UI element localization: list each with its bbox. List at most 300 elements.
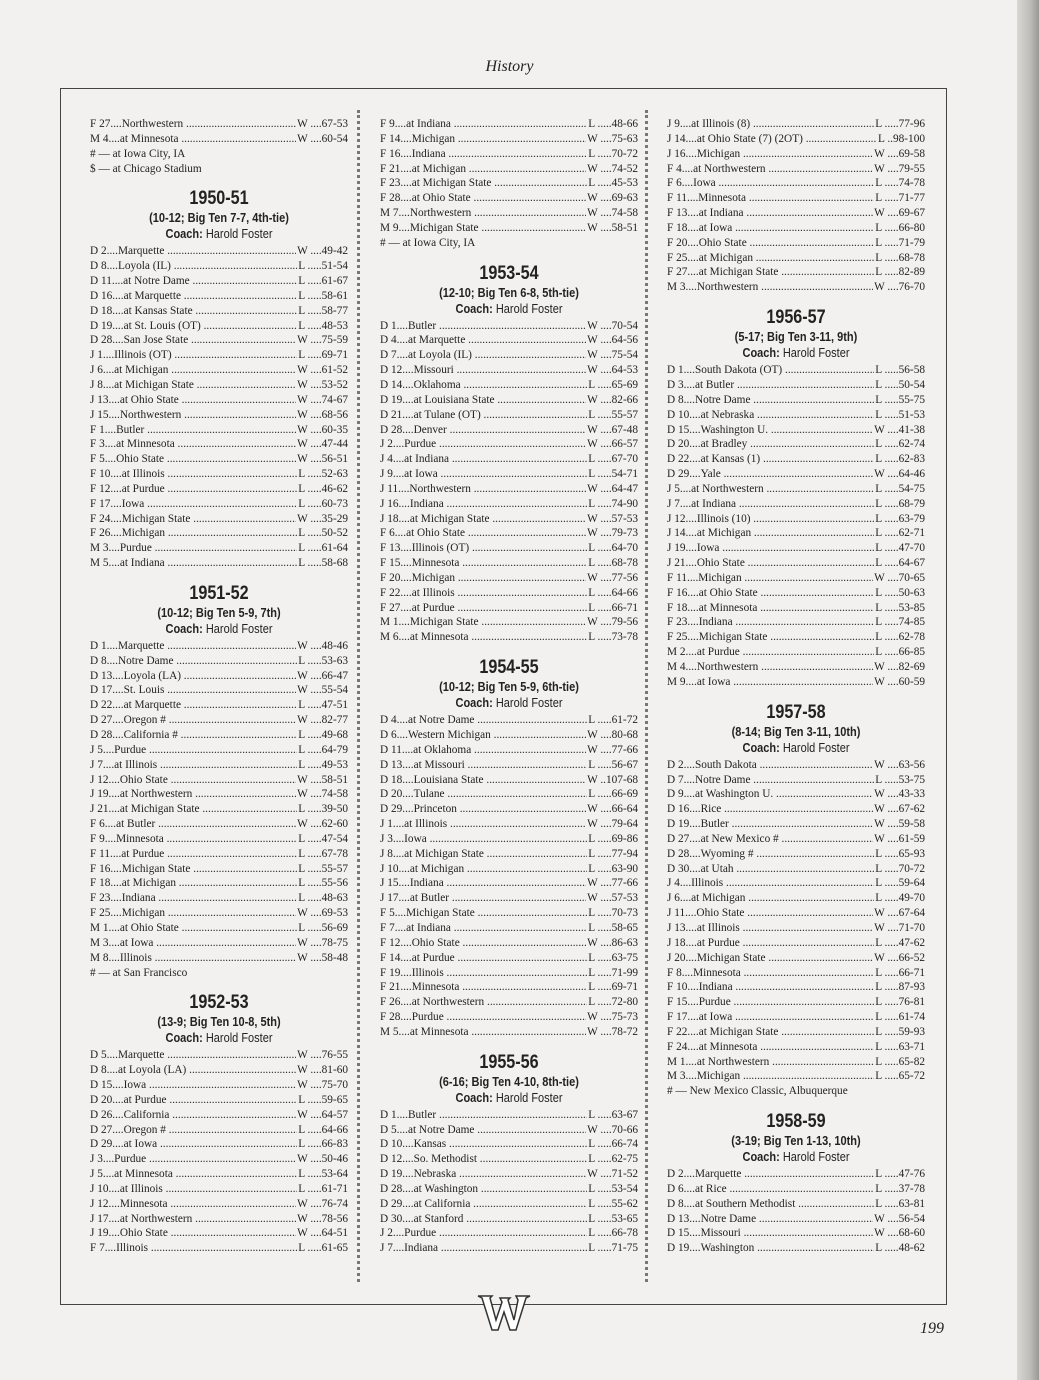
game-result: L .....56-69 — [298, 921, 348, 934]
game-opponent: at Michigan — [411, 162, 466, 175]
game-row — [380, 467, 638, 482]
game-result: L .....72-80 — [588, 996, 638, 1009]
game-result: L .....53-54 — [588, 1182, 638, 1195]
game-row — [90, 1093, 348, 1108]
game-result: L .....69-71 — [298, 349, 348, 362]
game-result: W ....70-54 — [587, 319, 638, 332]
game-date-opponent: J 3....Iowa ..... — [380, 832, 587, 847]
game-opponent: Northwestern — [121, 118, 184, 130]
game-date: D 8 — [90, 1064, 107, 1077]
game-date-opponent: D 14....Oklahoma ..... — [380, 378, 587, 393]
game-opponent: Michigan State — [121, 862, 191, 875]
game-row — [90, 289, 348, 304]
game-date: F 6 — [380, 527, 395, 540]
game-date-opponent: J 14....at Michigan ..... — [667, 526, 874, 541]
game-date-opponent: D 6....at Rice ..... — [667, 1182, 874, 1197]
game-opponent: Illinois — [411, 966, 444, 979]
game-row — [667, 147, 925, 162]
book-binding-edge — [1017, 0, 1039, 1380]
game-row — [667, 660, 925, 675]
game-result: L .....71-77 — [875, 192, 925, 205]
game-date: F 13 — [667, 207, 688, 220]
game-date: D 8 — [90, 260, 107, 273]
season-title: 1957-58 — [766, 701, 826, 723]
game-result: L .....65-72 — [875, 1070, 925, 1083]
game-date: J 6 — [667, 892, 680, 905]
game-opponent: at Northwestern — [411, 996, 485, 1009]
game-date-opponent: D 20....Tulane ..... — [380, 787, 587, 802]
game-result: L .....58-68 — [298, 557, 348, 570]
game-result: W ....56-51 — [297, 453, 348, 466]
game-date: D 27 — [667, 832, 690, 845]
game-result: W ....58-51 — [587, 221, 638, 234]
game-opponent: at Indiana — [406, 118, 451, 130]
game-date: M 3 — [90, 542, 109, 555]
game-date-opponent: F 3....at Minnesota ..... — [90, 437, 296, 452]
game-opponent: Loyola (LA) — [123, 669, 181, 682]
game-result: L .....50-52 — [298, 527, 348, 540]
game-result: L .....74-85 — [875, 616, 925, 629]
game-opponent: at Purdue — [121, 482, 165, 495]
game-date: D 5 — [90, 1049, 107, 1062]
game-date-opponent: M 3....Purdue ..... — [90, 541, 297, 556]
game-date: J 5 — [667, 482, 680, 495]
game-date: F 27 — [90, 118, 111, 130]
game-date-opponent: J 2....Purdue ..... — [380, 1226, 587, 1241]
season-header — [380, 1052, 638, 1106]
game-date-opponent: D 8....at Southern Methodist ..... — [667, 1197, 874, 1212]
game-date-opponent: D 1....Butler ..... — [380, 1108, 587, 1123]
game-date: J 7 — [90, 758, 103, 771]
game-date: J 4 — [380, 453, 393, 466]
game-date-opponent: F 23....Indiana ..... — [90, 891, 297, 906]
game-date-opponent: J 14....at Ohio State (7) (2OT) ..... — [667, 132, 877, 147]
game-result: L .....61-64 — [298, 542, 348, 555]
game-date-opponent: M 9....Michigan State ..... — [380, 221, 586, 236]
game-opponent: Kansas — [413, 1138, 447, 1151]
game-opponent: at Ohio State — [411, 192, 471, 205]
game-date-opponent: J 16....Indiana ..... — [380, 497, 587, 512]
game-date-opponent: D 1....Marquette ..... — [90, 639, 296, 654]
game-row — [667, 921, 925, 936]
game-date: D 2 — [90, 245, 107, 258]
game-row — [667, 251, 925, 266]
game-opponent: at Marquette — [123, 699, 181, 712]
game-row — [380, 601, 638, 616]
game-opponent: Indiana — [411, 147, 446, 160]
game-result: L .....68-78 — [588, 557, 638, 570]
game-result: W ....76-70 — [874, 281, 925, 294]
game-result: L .....60-73 — [298, 497, 348, 510]
game-row — [90, 876, 348, 891]
game-date-opponent: D 27....Oregon # ..... — [90, 713, 296, 728]
game-date-opponent: D 13....at Missouri ..... — [380, 758, 587, 773]
game-date: F 8 — [667, 966, 682, 979]
game-date: J 14 — [667, 527, 686, 540]
game-opponent: at Loyola (LA) — [117, 1064, 187, 1077]
game-opponent: at Michigan — [409, 862, 465, 875]
game-result: L .....58-77 — [298, 304, 348, 317]
coach-label: Coach: — [742, 1150, 780, 1165]
game-opponent: Northwestern — [409, 207, 472, 220]
game-opponent: at Indiana — [404, 453, 450, 466]
game-opponent: at Loyola (IL) — [407, 349, 472, 362]
game-result: W ....67-53 — [297, 118, 348, 130]
game-opponent: Missouri — [700, 1227, 741, 1240]
game-row — [380, 1108, 638, 1123]
game-opponent: Princeton — [413, 803, 457, 816]
game-row — [667, 236, 925, 251]
game-date: D 29 — [380, 1197, 403, 1210]
game-row — [380, 319, 638, 334]
game-date: F 23 — [667, 616, 688, 629]
game-date-opponent: F 4....at Northwestern ..... — [667, 162, 873, 177]
game-date: D 28 — [90, 729, 113, 741]
game-date-opponent: D 5....at Notre Dame ..... — [380, 1123, 586, 1138]
game-date-opponent: D 29....Yale ..... — [667, 467, 873, 482]
game-row — [380, 526, 638, 541]
game-opponent: at Michigan — [121, 877, 176, 890]
game-opponent: at Minnesota — [698, 1040, 758, 1053]
schedule-column-2 — [380, 117, 638, 1256]
game-opponent: Illinois — [119, 951, 152, 964]
game-opponent: at Purdue — [121, 847, 165, 860]
game-row — [90, 1152, 348, 1167]
game-result: L .....39-50 — [298, 803, 348, 816]
game-date-opponent: D 30....at Utah ..... — [667, 862, 874, 877]
game-row — [667, 891, 925, 906]
game-date-opponent: F 22....at Michigan State ..... — [667, 1025, 874, 1040]
game-date-opponent: D 2....Marquette ..... — [90, 244, 296, 259]
game-opponent: Iowa — [123, 1079, 147, 1092]
game-opponent: at Iowa — [119, 936, 154, 949]
game-date-opponent: F 27....at Michigan State ..... — [667, 265, 874, 280]
game-date-opponent: D 15....Iowa ..... — [90, 1078, 296, 1093]
game-date-opponent: D 15....Missouri ..... — [667, 1226, 873, 1241]
game-result: W ....86-63 — [587, 936, 638, 949]
game-date-opponent: D 12....Missouri ..... — [380, 363, 586, 378]
game-row — [380, 378, 638, 393]
game-date: F 27 — [380, 601, 401, 614]
game-date-opponent: F 6....at Ohio State ..... — [380, 526, 586, 541]
game-date-opponent: F 26....at Northwestern ..... — [380, 995, 587, 1010]
game-opponent: Notre Dame — [700, 1212, 757, 1225]
game-date: J 13 — [90, 393, 109, 406]
game-date-opponent: D 10....at Nebraska ..... — [667, 408, 874, 423]
game-date-opponent: F 20....Michigan ..... — [380, 571, 586, 586]
game-date: J 14 — [667, 132, 686, 145]
game-result: W ....61-52 — [297, 364, 348, 377]
game-date: J 20 — [667, 951, 686, 964]
game-result: L .....53-85 — [875, 601, 925, 614]
game-result: L .....66-74 — [588, 1138, 638, 1151]
game-date-opponent: F 24....at Minnesota ..... — [667, 1040, 874, 1055]
game-opponent: at Purdue — [696, 646, 740, 659]
game-date: F 6 — [90, 818, 105, 831]
game-date: F 16 — [90, 862, 111, 875]
game-result: W ....57-53 — [587, 512, 638, 525]
game-date: D 28 — [380, 423, 403, 436]
game-row — [380, 408, 638, 423]
game-date: D 26 — [90, 1108, 113, 1121]
game-date-opponent: D 9....at Washington U. ..... — [667, 787, 873, 802]
game-opponent: So. Methodist — [413, 1153, 477, 1166]
game-row — [90, 1226, 348, 1241]
game-row — [90, 1182, 348, 1197]
game-date: D 16 — [90, 289, 113, 302]
game-opponent: Ohio State — [696, 907, 745, 920]
game-date-opponent: D 19....at St. Louis (OT) ..... — [90, 319, 297, 334]
game-opponent: Illinois (OT) — [411, 542, 470, 555]
game-opponent: Loyola (IL) — [117, 260, 171, 273]
game-result: L .....47-54 — [298, 832, 348, 845]
game-date: J 7 — [667, 497, 680, 510]
game-date: D 6 — [380, 729, 397, 741]
game-date-opponent: D 8....Notre Dame ..... — [667, 393, 874, 408]
game-date: D 4 — [380, 714, 397, 727]
game-date-opponent: M 5....at Indiana ..... — [90, 556, 297, 571]
game-date-opponent: F 12....Ohio State ..... — [380, 936, 586, 951]
game-date: D 11 — [380, 743, 402, 756]
game-opponent: at Minnesota — [114, 1168, 173, 1181]
game-date-opponent: J 9....at Iowa ..... — [380, 467, 587, 482]
game-row — [380, 1167, 638, 1182]
game-date-opponent: D 28....at Washington ..... — [380, 1182, 587, 1197]
game-result: L .....64-67 — [875, 557, 925, 570]
game-row — [667, 1055, 925, 1070]
game-opponent: at Northwestern — [696, 1055, 770, 1068]
schedule-column-3 — [667, 117, 925, 1256]
game-date: D 7 — [667, 773, 684, 786]
game-result: L .....53-64 — [298, 1168, 348, 1181]
game-row — [380, 802, 638, 817]
game-date: F 18 — [667, 601, 688, 614]
game-opponent: at Notre Dame — [123, 275, 190, 288]
game-result: W ....78-75 — [297, 936, 348, 949]
game-row — [90, 817, 348, 832]
game-date: J 19 — [90, 1227, 109, 1240]
game-date-opponent: M 3....Michigan ..... — [667, 1069, 874, 1084]
season-record: (6-16; Big Ten 4-10, 8th-tie) — [439, 1074, 579, 1089]
game-result: L .....61-71 — [298, 1182, 348, 1195]
game-result: L .....55-57 — [298, 862, 348, 875]
game-date: F 20 — [667, 236, 688, 249]
game-opponent: at Ohio State (7) (2OT) — [696, 132, 803, 145]
game-opponent: Michigan — [698, 571, 742, 584]
game-row — [90, 437, 348, 452]
game-row — [90, 452, 348, 467]
game-row — [380, 147, 638, 162]
game-result: W ....75-63 — [587, 132, 638, 145]
game-result: L .....56-67 — [588, 758, 638, 771]
game-opponent: at Notre Dame — [407, 1123, 475, 1136]
game-date: D 28 — [90, 334, 113, 347]
game-date: M 4 — [90, 132, 109, 145]
game-opponent: Marquette — [117, 1049, 165, 1062]
game-row — [380, 191, 638, 206]
game-opponent: at Tulane (OT) — [413, 408, 481, 421]
game-date-opponent: D 2....South Dakota ..... — [667, 758, 873, 773]
game-opponent: at Utah — [700, 862, 734, 875]
game-opponent: at Ohio State — [119, 921, 179, 934]
game-date: F 9 — [90, 832, 105, 845]
game-row — [380, 966, 638, 981]
game-opponent: Minnesota — [119, 1197, 168, 1210]
game-opponent: at Kansas State — [123, 304, 193, 317]
game-date: D 13 — [667, 1212, 690, 1225]
game-row — [90, 862, 348, 877]
game-date: M 8 — [90, 951, 109, 964]
game-date: F 28 — [380, 1011, 401, 1024]
game-result: L .....51-53 — [875, 408, 925, 421]
game-date-opponent: F 5....Michigan State ..... — [380, 906, 587, 921]
game-row — [90, 117, 348, 132]
season-coach — [395, 301, 622, 317]
game-date-opponent: J 1....Illinois (OT) ..... — [90, 348, 297, 363]
game-result: L .....55-75 — [875, 393, 925, 406]
game-date: F 1 — [90, 423, 105, 436]
game-row — [667, 995, 925, 1010]
game-opponent: Nebraska — [413, 1168, 457, 1181]
game-opponent: at Stanford — [413, 1212, 464, 1225]
game-row — [90, 1108, 348, 1123]
game-result: W ....79-55 — [874, 162, 925, 175]
game-date: F 17 — [90, 497, 111, 510]
game-row — [667, 132, 925, 147]
game-opponent: at Washington — [413, 1182, 479, 1195]
season-coach — [682, 345, 909, 361]
game-date-opponent: F 28....at Ohio State ..... — [380, 191, 586, 206]
game-result: L .....65-93 — [875, 847, 925, 860]
season-coach — [105, 226, 332, 242]
game-row — [90, 423, 348, 438]
game-date-opponent: J 19....Iowa ..... — [667, 541, 874, 556]
game-row — [90, 1241, 348, 1256]
game-result: W ....80-68 — [587, 729, 638, 741]
game-date-opponent: J 10....at Michigan ..... — [380, 862, 587, 877]
game-date: F 17 — [667, 1011, 688, 1024]
game-date: J 18 — [667, 936, 686, 949]
game-row — [380, 132, 638, 147]
game-result: W ....75-70 — [297, 1079, 348, 1092]
game-opponent: at Kansas (1) — [700, 453, 761, 466]
game-date-opponent: F 21....Minnesota ..... — [380, 980, 587, 995]
game-date: D 30 — [380, 1212, 403, 1225]
game-opponent: Illinois (10) — [696, 512, 751, 525]
game-date: D 13 — [380, 758, 403, 771]
game-opponent: Michigan State — [698, 631, 768, 644]
game-result: W ....68-56 — [297, 408, 348, 421]
game-date: J 12 — [90, 773, 109, 786]
game-row — [90, 1048, 348, 1063]
game-opponent: Purdue — [114, 1153, 147, 1166]
game-result: W ....74-58 — [297, 788, 348, 801]
game-row — [90, 639, 348, 654]
season-record: (5-17; Big Ten 3-11, 9th) — [734, 330, 858, 345]
coach-name: Harold Foster — [205, 621, 273, 636]
game-result: W ....60-59 — [874, 675, 925, 688]
game-date-opponent: F 9....at Indiana ..... — [380, 117, 587, 132]
game-date-opponent: J 10....at Illinois ..... — [90, 1182, 297, 1197]
game-opponent: California # — [123, 729, 178, 741]
game-date: J 9 — [667, 118, 680, 130]
game-opponent: at Michigan State — [409, 512, 490, 525]
game-date: F 24 — [667, 1040, 688, 1053]
game-row — [667, 1167, 925, 1182]
game-row — [90, 832, 348, 847]
game-result: W ....68-60 — [874, 1227, 925, 1240]
game-result: L .....49-70 — [875, 892, 925, 905]
game-date: F 10 — [90, 468, 111, 481]
game-row — [380, 995, 638, 1010]
game-row — [667, 876, 925, 891]
game-opponent: at Michigan State — [114, 378, 194, 391]
game-row — [90, 1123, 348, 1138]
game-result: W ....76-55 — [297, 1049, 348, 1062]
game-result: L .....63-81 — [875, 1197, 925, 1210]
season-record: (3-19; Big Ten 1-13, 10th) — [731, 1134, 861, 1149]
game-result: L .....53-65 — [588, 1212, 638, 1225]
game-date: J 13 — [667, 921, 686, 934]
season-record: (10-12; Big Ten 7-7, 4th-tie) — [149, 211, 289, 226]
game-result: L .....62-71 — [875, 527, 925, 540]
game-date: J 7 — [380, 1242, 393, 1255]
game-date: J 6 — [90, 364, 103, 377]
game-result: L .....37-78 — [875, 1182, 925, 1195]
game-opponent: Western Michigan — [407, 729, 491, 741]
game-date: F 9 — [380, 118, 395, 130]
game-opponent: at Iowa — [698, 221, 733, 234]
game-opponent: at Illinois — [121, 468, 165, 481]
game-date-opponent: F 24....Michigan State ..... — [90, 512, 296, 527]
game-opponent: at Indiana — [119, 557, 165, 570]
game-date-opponent: M 1....at Ohio State ..... — [90, 921, 297, 936]
game-date: J 2 — [380, 1227, 393, 1240]
game-row — [380, 906, 638, 921]
game-row — [667, 556, 925, 571]
game-result: L .....70-73 — [588, 907, 638, 920]
game-row — [667, 936, 925, 951]
season-header — [90, 583, 348, 637]
coach-name: Harold Foster — [782, 1150, 850, 1165]
game-date: D 22 — [667, 453, 690, 466]
game-row — [667, 265, 925, 280]
game-result: L .....74-78 — [875, 177, 925, 190]
season-title: 1956-57 — [766, 307, 826, 329]
game-opponent: Northwestern — [409, 482, 471, 495]
game-date-opponent: D 28....Denver ..... — [380, 423, 586, 438]
game-date-opponent: D 7....at Loyola (IL) ..... — [380, 348, 586, 363]
game-result: W ....66-57 — [587, 438, 638, 451]
game-opponent: at Iowa — [698, 1011, 733, 1024]
game-opponent: Wyoming # — [700, 847, 754, 860]
game-date: D 14 — [380, 378, 403, 391]
game-row — [90, 669, 348, 684]
game-date: D 1 — [380, 1108, 397, 1121]
game-date-opponent: D 10....Kansas ..... — [380, 1137, 587, 1152]
game-row — [667, 951, 925, 966]
game-result: W ....71-70 — [874, 921, 925, 934]
game-row — [90, 378, 348, 393]
game-result: L .....66-71 — [588, 601, 638, 614]
game-result: W ....64-51 — [297, 1227, 348, 1240]
season-header — [667, 1111, 925, 1165]
game-result: L .....67-70 — [588, 453, 638, 466]
coach-label: Coach: — [165, 1031, 203, 1046]
schedule-column-1 — [90, 117, 348, 1256]
season-title: 1953-54 — [479, 262, 539, 284]
game-date: F 24 — [90, 512, 111, 525]
